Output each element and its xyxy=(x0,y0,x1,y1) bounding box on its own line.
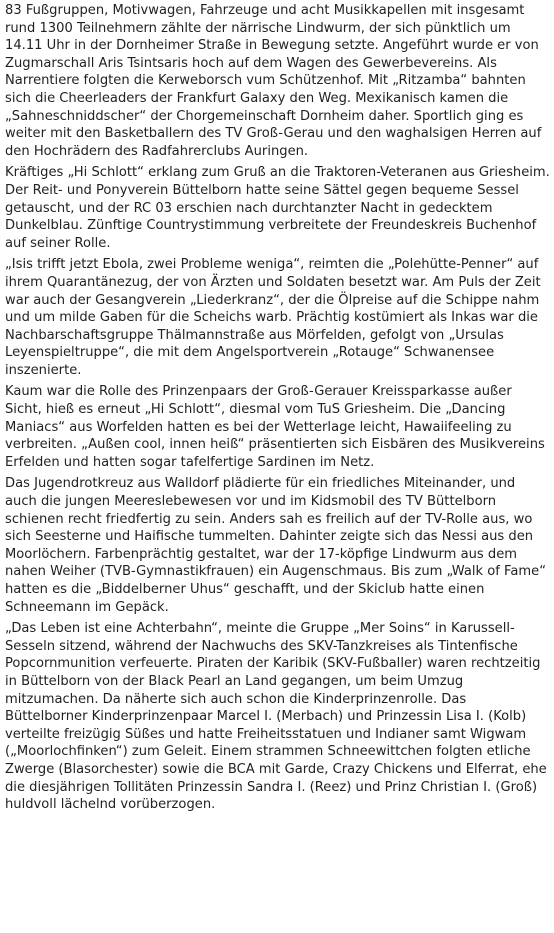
article-paragraph-1: 83 Fußgruppen, Motivwagen, Fahrzeuge und acht Musikkapellen mit insgesamt rund 1300 Teilnehmern zählte der närrische Lindwurm, der sich pünktlich um 14.11 Uhr in der Dornheimer Straße in Bewegung setzte. Angeführt wurde er von Zugmarschall Aris Tsintsaris hoch auf dem Wagen des Gewerbevereins. Als Narrentiere folgten die Kerweborsch vum Schützenhof. Mit „Ritzamba“ bahnten sich die Cheerleaders der Frankfurt Galaxy den Weg. Mexikanisch kamen die „Sahneschniddscher“ der Chorgemeinschaft Dornheim daher. Sportlich ging es weiter mit den Basketballern des TV Groß-Gerau und den waghalsigen Herren auf den Hochrädern des Radfahrerclubs Auringen. xyxy=(5,3,542,159)
article-paragraph-6: „Das Leben ist eine Achterbahn“, meinte die Gruppe „Mer Soins“ in Karussell-Sesseln sitzend, während der Nachwuchs des SKV-Tanzkreises als Tintenfische Popcornmunition verfeuerte. Piraten der Karibik (SKV-Fußballer) waren rechtzeitig in Büttelborn von der Black Pearl an Land gegangen, um beim Umzug mitzumachen. Da näherte sich auch schon die Kinderprinzenrolle. Das Büttelborner Kinderprinzenpaar Marcel I. (Merbach) und Prinzessin Lisa I. (Kolb) verteilte freizügig Süßes und hatte Freiheitsstatuen und Indianer samt Wigwam („Moorlochfinken“) zum Geleit. Einem strammen Schneewittchen folgten etliche Zwerge (Blasorchester) sowie die BCA mit Garde, Crazy Chickens und Elferrat, ehe die diesjährigen Tollitäten Prinzessin Sandra I. (Reez) und Prinz Christian I. (Groß) huldvoll lächelnd vorüberzogen. xyxy=(5,621,547,813)
article-paragraph-5: Das Jugendrotkreuz aus Walldorf plädierte für ein friedliches Miteinander, und auch die jungen Meereslebewesen vor und im Kidsmobil des TV Büttelborn schienen recht friedfertig zu sein. Anders sah es freilich auf der TV-Rolle aus, wo sich Seesterne und Haifische tummelten. Dahinter zeigte sich das Nessi aus den Moorlöchern. Farbenprächtig gestaltet, war der 17-köpfige Lindwurm aus dem nahen Weiher (TVB-Gymnastikfrauen) ein Augenschmaus. Bis zum „Walk of Fame“ hatten es die „Biddelberner Uhus“ geschafft, und der Skiclub hatte einen Schneemann im Gepäck. xyxy=(5,476,546,615)
article-paragraph-3: „Isis trifft jetzt Ebola, zwei Probleme weniga“, reimten die „Polehütte-Penner“ auf ihrem Quarantänezug, der von Ärzten und Soldaten besetzt war. Am Puls der Zeit war auch der Gesangverein „Liederkranz“, der die Ölpreise auf die Schippe nahm und um milde Gaben für die Scheichs warb. Prächtig kostümiert als Inkas war die Nachbarschaftsgruppe Thälmannstraße aus Mörfelden, gefolgt von „Ursulas Leyenspieltruppe“, die mit dem Angelsportverein „Rotauge“ Schwanensee inszenierte. xyxy=(5,257,541,378)
article-paragraph-2: Kräftiges „Hi Schlott“ erklang zum Gruß an die Traktoren-Veteranen aus Griesheim. Der Reit- und Ponyverein Büttelborn hatte seine Sättel gegen bequeme Sessel getauscht, und der RC 03 erschien nach durchtanzter Nacht in gedecktem Dunkelblau. Zünftige Countrystimmung verbreitete der Freundeskreis Buchenhof auf seiner Rolle. xyxy=(5,165,550,251)
article-paragraph-4: Kaum war die Rolle des Prinzenpaars der Groß-Gerauer Kreissparkasse außer Sicht, hieß es erneut „Hi Schlott“, diesmal vom TuS Griesheim. Die „Dancing Maniacs“ aus Worfelden hatten es bei der Wetterlage leicht, Hawaiifeeling zu verbreiten. „Außen cool, innen heiß“ präsentierten sich Eisbären des Musikvereins Erfelden und hatten sogar tafelfertige Sardinen im Netz. xyxy=(5,384,545,470)
